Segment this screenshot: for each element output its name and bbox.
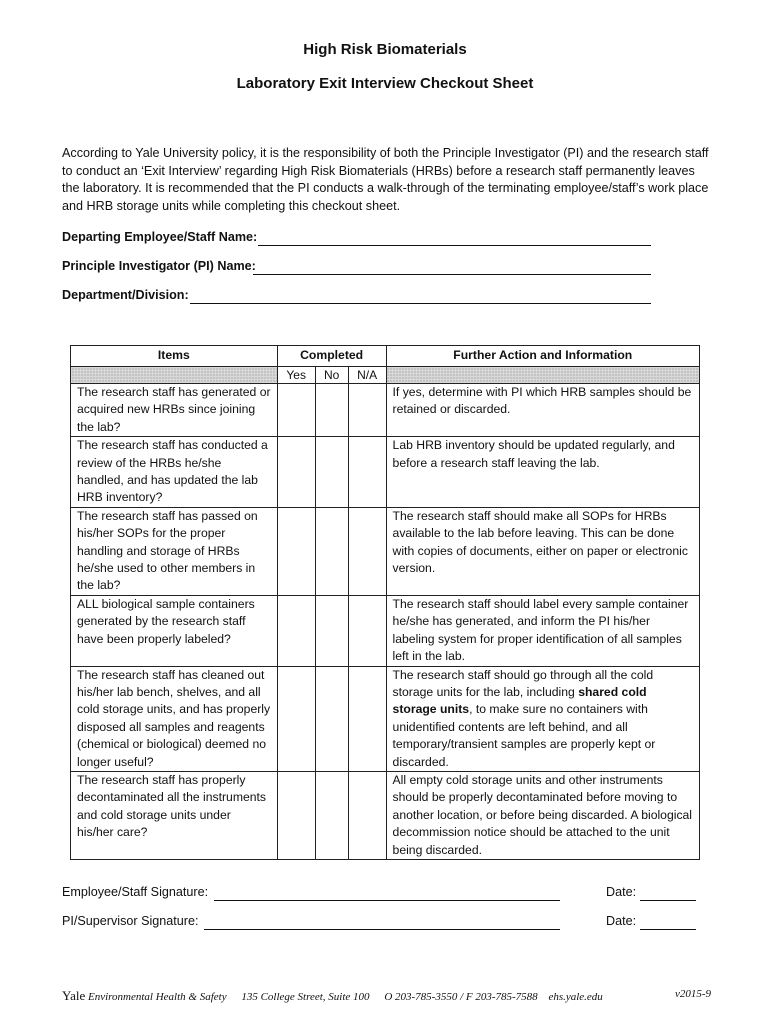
- info-text: The research staff should make all SOPs for HRBs available to the lab before leaving. This can be done with copies of documents, either on paper or electronic version.: [386, 507, 699, 595]
- document-subtitle: Laboratory Exit Interview Checkout Sheet: [236, 75, 534, 92]
- footer-phone: O 203-785-3550 / F 203-785-7588: [384, 991, 538, 1003]
- yes-checkbox[interactable]: [277, 384, 315, 437]
- footer-dept: Environmental Health & Safety: [88, 991, 227, 1003]
- employee-signature-line[interactable]: [214, 900, 560, 901]
- yes-checkbox[interactable]: [277, 507, 315, 595]
- info-text-post: , to make sure no containers with unidentified contents are left behind, and all temporary/transient samples are properly kept or discarded.: [392, 702, 656, 769]
- completed-header: Completed: [277, 346, 386, 367]
- na-checkbox[interactable]: [348, 771, 386, 859]
- na-checkbox[interactable]: [348, 437, 386, 508]
- supervisor-signature-field: [62, 914, 199, 928]
- further-action-header: Further Action and Information: [386, 346, 699, 367]
- item-text: The research staff has cleaned out his/her lab bench, shelves, and all cold storage units, and has properly disposed all samples and reagents (chemical or biological) deemed no longer useful?: [71, 666, 278, 771]
- employee-date-field: [606, 885, 636, 899]
- employee-name-field: [62, 230, 257, 244]
- pi-name-line[interactable]: [253, 274, 651, 275]
- item-text: The research staff has properly decontaminated all the instruments and cold storage units under his/her care?: [71, 771, 278, 859]
- table-row: [71, 437, 700, 508]
- yes-checkbox[interactable]: [277, 595, 315, 666]
- employee-name-line[interactable]: [258, 245, 651, 246]
- version-label: v2015-9: [675, 988, 712, 1000]
- department-field: [62, 288, 189, 302]
- na-checkbox[interactable]: [348, 595, 386, 666]
- info-text: Lab HRB inventory should be updated regularly, and before a research staff leaving the lab.: [386, 437, 699, 508]
- supervisor-date-label: Date:: [606, 914, 637, 928]
- table-row: [71, 507, 700, 595]
- yes-checkbox[interactable]: [277, 666, 315, 771]
- further-hatch: [386, 367, 699, 384]
- na-checkbox[interactable]: [348, 384, 386, 437]
- na-checkbox[interactable]: [348, 666, 386, 771]
- info-text: The research staff should label every sample container he/she has generated, and inform the PI his/her labeling system for proper identification of all samples left in the lab.: [386, 595, 699, 666]
- pi-name-label: Principle Investigator (PI) Name:: [62, 259, 256, 273]
- item-text: The research staff has passed on his/her SOPs for the proper handling and storage of HRBs he/she used to other members in the lab?: [71, 507, 278, 595]
- pi-name-field: [62, 259, 256, 273]
- table-row: [71, 595, 700, 666]
- intro-paragraph: According to Yale University policy, it is the responsibility of both the Principle Investigator (PI) and the research staff to conduct an ‘Exit Interview’ regarding High Risk Biomaterials (HRBs) before a research staff permanently leaves the laboratory. It is recommended that the PI conducts a walk-through of the terminating employee/staff’s work place and HRB storage units while completing this checkout sheet.: [62, 146, 709, 213]
- no-checkbox[interactable]: [315, 437, 348, 508]
- supervisor-date-line[interactable]: [640, 929, 696, 930]
- footer-address: 135 College Street, Suite 100: [241, 991, 370, 1003]
- na-header: N/A: [348, 367, 386, 384]
- department-label: Department/Division:: [62, 288, 189, 302]
- no-header: No: [315, 367, 348, 384]
- items-header: Items: [71, 346, 278, 367]
- supervisor-date-field: [606, 914, 636, 928]
- info-text: If yes, determine with PI which HRB samples should be retained or discarded.: [386, 384, 699, 437]
- no-checkbox[interactable]: [315, 595, 348, 666]
- no-checkbox[interactable]: [315, 666, 348, 771]
- table-row: [71, 771, 700, 859]
- employee-name-label: Departing Employee/Staff Name:: [62, 230, 258, 244]
- yes-checkbox[interactable]: [277, 771, 315, 859]
- employee-date-line[interactable]: [640, 900, 696, 901]
- no-checkbox[interactable]: [315, 507, 348, 595]
- item-text: The research staff has conducted a review of the HRBs he/she handled, and has updated the lab HRB inventory?: [71, 437, 278, 508]
- info-text: [386, 666, 699, 771]
- item-text: ALL biological sample containers generated by the research staff have been properly labeled?: [71, 595, 278, 666]
- info-text-pre: The research staff should go through all the cold storage units for the lab, including: [392, 667, 654, 699]
- department-line[interactable]: [190, 303, 651, 304]
- employee-signature-field: [62, 885, 208, 899]
- supervisor-signature-line[interactable]: [204, 929, 560, 930]
- table-row: [71, 666, 700, 771]
- employee-signature-label: Employee/Staff Signature:: [62, 885, 209, 899]
- yes-header: Yes: [277, 367, 315, 384]
- document-title: High Risk Biomaterials: [303, 41, 467, 58]
- checkout-table: [70, 345, 700, 860]
- no-checkbox[interactable]: [315, 384, 348, 437]
- footer-site: ehs.yale.edu: [548, 991, 603, 1003]
- employee-date-label: Date:: [606, 885, 637, 899]
- supervisor-signature-label: PI/Supervisor Signature:: [62, 914, 199, 928]
- info-text: All empty cold storage units and other instruments should be properly decontaminated before moving to another location, or before being discarded. A biological decommission notice should be attached to the unit being discarded.: [386, 771, 699, 859]
- table-row: [71, 384, 700, 437]
- item-text: The research staff has generated or acquired new HRBs since joining the lab?: [71, 384, 278, 437]
- info-text-bold: shared cold storage units: [392, 684, 647, 717]
- items-hatch: [71, 367, 278, 384]
- footer: [62, 988, 603, 1004]
- yale-wordmark: Yale: [62, 988, 86, 1003]
- no-checkbox[interactable]: [315, 771, 348, 859]
- na-checkbox[interactable]: [348, 507, 386, 595]
- yes-checkbox[interactable]: [277, 437, 315, 508]
